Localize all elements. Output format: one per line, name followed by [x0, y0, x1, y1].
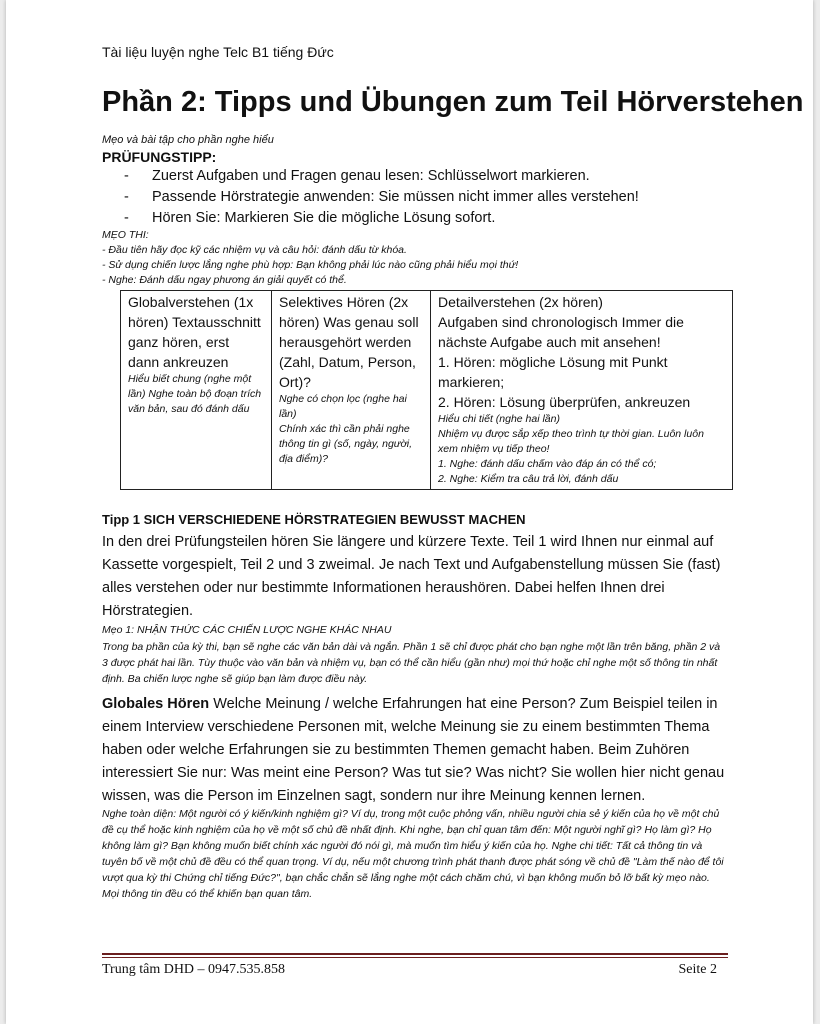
pruefungstipp-heading: PRÜFUNGSTIPP:	[102, 149, 217, 165]
meo1-paragraph: Trong ba phần của kỳ thi, bạn sẽ nghe các văn bản dài và ngắn. Phần 1 sẽ chỉ được phát cho bạn nghe một lần trên băng, phần 2 và 3 được phát hai lần. Tùy thuộc vào văn bản và nhiệm vụ, bạn có thể cần hiểu (gần như) mọi thứ hoặc chỉ nghe một số thông tin nhất định. Ba chiến lược nghe sẽ giúp bạn làm được điều này.	[102, 641, 721, 685]
cell-vietnamese-text: Chính xác thì cần phải nghe thông tin gì (số, ngày, người, địa điểm)?	[279, 423, 413, 465]
tipp1-heading: Tipp 1 SICH VERSCHIEDENE HÖRSTRATEGIEN BEWUSST MACHEN	[102, 512, 526, 527]
page-number: Seite 2	[678, 962, 717, 977]
meo-thi-line: - Đầu tiên hãy đọc kỹ các nhiệm vụ và câu hỏi: đánh dấu từ khóa.	[102, 244, 407, 256]
cell-german-text: 1. Hören: mögliche Lösung mit Punkt markieren;	[438, 354, 668, 390]
cell-vietnamese-text: Nhiệm vụ được sắp xếp theo trình tự thời gian. Luôn luôn xem nhiệm vụ tiếp theo!	[438, 428, 704, 455]
cell-vietnamese-text: 1. Nghe: đánh dấu chấm vào đáp án có thể có;	[438, 458, 657, 470]
table-cell-detailverstehen	[431, 291, 733, 490]
page-title: Phần 2: Tipps und Übungen zum Teil Hörverstehen	[102, 86, 804, 118]
table-row	[121, 291, 733, 490]
list-item: - Zuerst Aufgaben und Fragen genau lesen: Schlüsselwort markieren.	[124, 166, 639, 187]
globales-hoeren-text: Welche Meinung / welche Erfahrungen hat eine Person? Zum Beispiel teilen in einem Interview verschiedene Personen mit, welche Meinung sie zu einem bestimmten Thema haben oder welche Erfahrungen sie zu bestimmten Themen gemacht haben. Beim Zuhören interessiert Sie nur: Was meint eine Person? Was tut sie? Was nicht? Sie wollen hier nicht genau wissen, was die Person im Einzelnen sagt, sondern nur ihre Meinung kennen lernen.	[102, 696, 725, 804]
cell-vietnamese-text: Nghe có chọn lọc (nghe hai lần)	[279, 393, 407, 420]
table-cell-globalverstehen	[121, 291, 272, 490]
globales-hoeren-term: Globales Hören	[102, 696, 210, 712]
footer-divider	[102, 953, 728, 955]
list-item: - Passende Hörstrategie anwenden: Sie müssen nicht immer alles verstehen!	[124, 187, 639, 208]
cell-german-text: 2. Hören: Lösung überprüfen, ankreuzen	[438, 394, 691, 410]
meo1-heading: Mẹo 1: NHẬN THỨC CÁC CHIẾN LƯỢC NGHE KHÁC NHAU	[102, 624, 392, 636]
nghe-toan-dien-paragraph: Nghe toàn diện: Một người có ý kiến/kinh nghiệm gì? Ví dụ, trong một cuộc phỏng vấn, nhiều người chia sẻ ý kiến của họ về một chủ đề cụ thể hoặc kinh nghiệm của họ về một số chủ đề nhất định. Khi nghe, bạn chỉ quan tâm đến: Một người nghĩ gì? Họ làm gì? Họ không làm gì? Bạn không muốn biết chính xác người đó nói gì, mà muốn tìm hiểu ý kiến của họ. Nghe chi tiết: Tất cả thông tin và tuyên bố về một chủ đề đều có thể quan trọng. Ví dụ, nếu một chương trình phát thanh được phát sóng về chủ đề "Làm thế nào để tôi vượt qua kỳ thi Chứng chỉ tiếng Đức?", bạn chắc chắn sẽ lắng nghe một cách chăm chú, vì bạn không muốn bỏ lỡ bất kỳ mẹo nào. Mọi thông tin đều có thể khiến bạn quan tâm.	[102, 808, 724, 900]
meo-thi-heading: MẸO THI:	[102, 229, 149, 241]
cell-vietnamese-text: Hiểu chi tiết (nghe hai lần)	[438, 413, 560, 425]
meo-thi-line: - Nghe: Đánh dấu ngay phương án giải quyết có thể.	[102, 274, 347, 286]
table-cell-selektives-hoeren	[272, 291, 431, 490]
cell-vietnamese-text: 2. Nghe: Kiểm tra câu trả lời, đánh dấu	[438, 473, 619, 485]
page-subtitle: Mẹo và bài tập cho phần nghe hiểu	[102, 134, 274, 146]
cell-german-text: Selektives Hören (2x hören) Was genau soll herausgehört werden (Zahl, Datum, Person, Ort)?	[279, 294, 419, 390]
meo-thi-block	[102, 228, 518, 288]
meo-thi-line: - Sử dụng chiến lược lắng nghe phù hợp: Bạn không phải lúc nào cũng phải hiểu mọi thứ!	[102, 259, 519, 271]
list-item: - Hören Sie: Markieren Sie die mögliche Lösung sofort.	[124, 208, 639, 229]
footer-contact: Trung tâm DHD – 0947.535.858	[102, 962, 286, 977]
globales-hoeren-paragraph	[102, 693, 728, 808]
cell-german-text: Aufgaben sind chronologisch Immer die nächste Aufgabe auch mit ansehen!	[438, 314, 684, 350]
footer-divider-thin	[102, 957, 728, 958]
document-page	[6, 0, 813, 1024]
cell-german-text: Globalverstehen (1x hören) Textausschnitt ganz hören, erst dann ankreuzen	[128, 294, 261, 370]
cell-vietnamese-text: Hiểu biết chung (nghe một lần) Nghe toàn bộ đoạn trích văn bản, sau đó đánh dấu	[128, 373, 262, 415]
pruefungstipp-list	[124, 166, 639, 229]
tipp1-paragraph: In den drei Prüfungsteilen hören Sie längere und kürzere Texte. Teil 1 wird Ihnen nur einmal auf Kassette vorgespielt, Teil 2 und 3 zweimal. Je nach Text und Aufgabenstellung müssen Sie (fast) alles verstehen oder nur bestimmte Informationen heraushören. Dabei helfen Ihnen drei Hörstrategien.	[102, 534, 721, 619]
cell-german-text: Detailverstehen (2x hören)	[438, 294, 603, 310]
page-header: Tài liệu luyện nghe Telc B1 tiếng Đức	[102, 44, 334, 60]
strategy-table	[120, 290, 733, 490]
